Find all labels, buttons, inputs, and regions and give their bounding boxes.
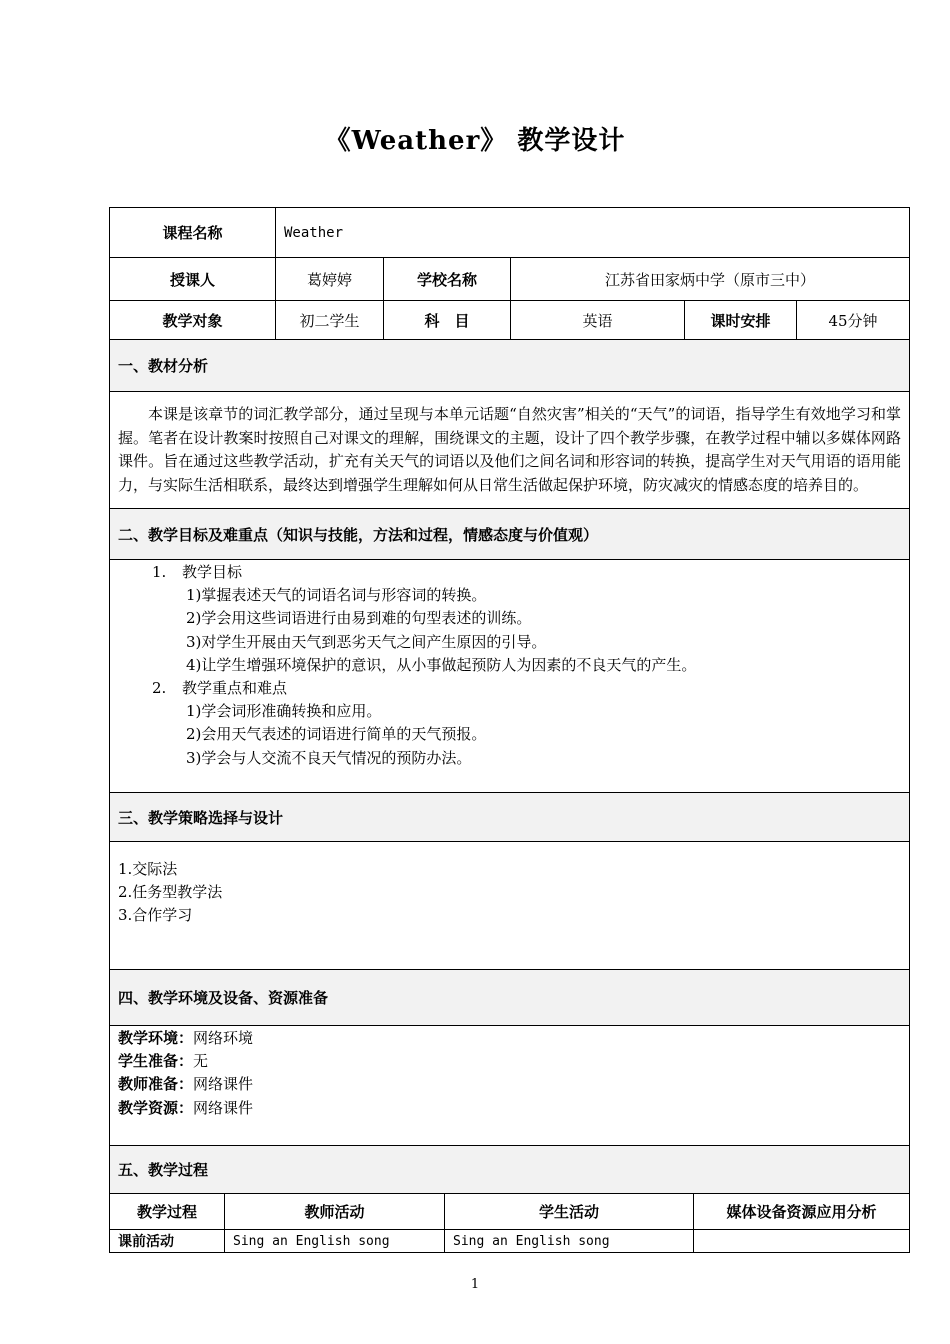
page-number: 1 — [470, 1277, 480, 1292]
key-item: 3)学会与人交流不良天气情况的预防办法。 — [186, 748, 472, 767]
process-col-student: 学生活动 — [445, 1194, 694, 1230]
key-item: 1)学会词形准确转换和应用。 — [186, 702, 382, 721]
strategy-item: 1.交际法 — [118, 860, 178, 878]
strategy-item: 2.任务型教学法 — [118, 883, 223, 902]
section2-heading: 二、教学目标及难重点（知识与技能，方法和过程，情感态度与价值观） — [110, 509, 910, 560]
target-value: 初二学生 — [276, 301, 384, 340]
section4-body — [110, 1026, 910, 1146]
process-col-teacher: 教师活动 — [225, 1194, 445, 1230]
section3-heading: 三、教学策略选择与设计 — [110, 793, 910, 842]
goal-heading: 1. 教学目标 — [152, 563, 243, 581]
time-label: 课时安排 — [685, 301, 797, 340]
school-value: 江苏省田家炳中学（原市三中） — [511, 258, 910, 301]
process-teacher-activity: Sing an English song — [225, 1230, 445, 1253]
section1-body: 本课是该章节的词汇教学部分，通过呈现与本单元话题“自然灾害”相关的“天气”的词语，指导学生有效地学习和掌握。笔者在设计教案时按照自己对课文的理解，围绕课文的主题，设计了四个教学步骤，在教学过程中辅以多媒体网路课件。旨在通过这些教学活动，扩充有关天气的词语以及他们之间名词和形容词的转换，提高学生对天气用语的语用能力，与实际生活相联系，最终达到增强学生理解如何从日常生活做起保护环境，防灾减灾的情感态度的培养目的。 — [110, 392, 910, 509]
time-value: 45分钟 — [797, 301, 910, 340]
section2-body — [110, 560, 910, 793]
student-prep-line: 学生准备：无 — [118, 1052, 209, 1071]
process-col-media: 媒体设备资源应用分析 — [694, 1194, 910, 1230]
course-name-label: 课程名称 — [110, 208, 276, 258]
teacher-value: 葛婷婷 — [276, 258, 384, 301]
resource-line: 教学资源：网络课件 — [118, 1098, 254, 1117]
process-col-stage: 教学过程 — [110, 1194, 225, 1230]
teacher-prep-line: 教师准备：网络课件 — [118, 1075, 254, 1094]
school-label: 学校名称 — [384, 258, 511, 301]
goal-item: 2)学会用这些词语进行由易到难的句型表述的训练。 — [186, 609, 532, 628]
section4-heading: 四、教学环境及设备、资源准备 — [110, 970, 910, 1026]
process-student-activity: Sing an English song — [445, 1230, 694, 1253]
table-row — [110, 1230, 910, 1253]
target-label: 教学对象 — [110, 301, 276, 340]
sections-table — [109, 339, 910, 1194]
subject-label: 科 目 — [384, 301, 511, 340]
goal-item: 1)掌握表述天气的词语名词与形容词的转换。 — [186, 586, 487, 605]
strategy-item: 3.合作学习 — [118, 906, 193, 925]
env-line: 教学环境：网络环境 — [118, 1029, 254, 1047]
process-table — [109, 1193, 910, 1253]
section5-heading: 五、教学过程 — [110, 1146, 910, 1194]
key-heading: 2. 教学重点和难点 — [152, 679, 288, 698]
key-item: 2)会用天气表述的词语进行简单的天气预报。 — [186, 725, 487, 744]
section1-heading: 一、教材分析 — [110, 340, 910, 392]
section3-body — [110, 842, 910, 970]
document-title: 《Weather》 教学设计 — [324, 126, 626, 156]
process-stage: 课前活动 — [110, 1230, 225, 1253]
subject-value: 英语 — [511, 301, 685, 340]
goal-item: 3)对学生开展由天气到恶劣天气之间产生原因的引导。 — [186, 632, 547, 651]
info-table — [109, 207, 910, 340]
teacher-label: 授课人 — [110, 258, 276, 301]
course-name-value: Weather — [276, 208, 910, 258]
goal-item: 4)让学生增强环境保护的意识，从小事做起预防人为因素的不良天气的产生。 — [186, 655, 697, 674]
process-media-analysis — [694, 1230, 910, 1253]
